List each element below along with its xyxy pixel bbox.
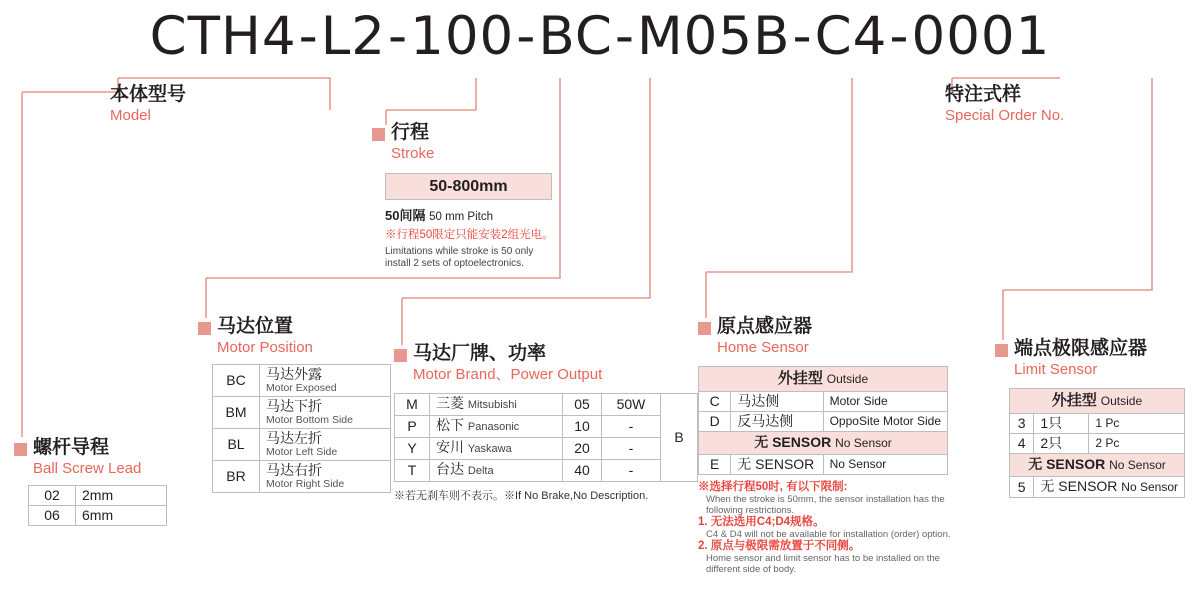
brand-name-3 bbox=[430, 460, 563, 482]
group-home-sensor bbox=[698, 316, 968, 575]
motor-position-table bbox=[212, 364, 391, 493]
home-sensor-table bbox=[698, 366, 948, 475]
limit-sensor-nosensor-code: 5 bbox=[1010, 477, 1034, 498]
home-sensor-note-0-red: ※选择行程50时, 有以下限制: bbox=[698, 481, 848, 493]
power-code-1: 10 bbox=[563, 416, 602, 438]
motor-position-label-3-cn: 马达右折 bbox=[266, 462, 322, 478]
motor-position-code-1: BM bbox=[213, 397, 260, 429]
code-part-motor-position: BC bbox=[538, 6, 613, 67]
stroke-range-value: 50-800mm bbox=[386, 174, 552, 200]
brand-code-3: T bbox=[395, 460, 430, 482]
group-limit-sensor-en: Limit Sensor bbox=[1014, 361, 1098, 378]
brand-name-3-en: Delta bbox=[467, 465, 494, 477]
brand-code-2: Y bbox=[395, 438, 430, 460]
table-row bbox=[213, 429, 391, 461]
home-sensor-nosensor-bar-en: No Sensor bbox=[835, 436, 892, 450]
home-sensor-note-1-red: 1. 无法选用C4;D4规格。 bbox=[698, 516, 825, 528]
motor-brand-note: ※若无刹车则不表示。※If No Brake,No Description. bbox=[394, 490, 649, 502]
home-sensor-cn-0: 马达侧 bbox=[731, 392, 823, 412]
home-sensor-note-2-red: 2. 原点与极限需放置于不同侧。 bbox=[698, 540, 861, 552]
home-sensor-note-0-gray: When the stroke is 50mm, the sensor installation has the following restrictions. bbox=[706, 494, 945, 516]
home-sensor-cn-1: 反马达侧 bbox=[731, 412, 823, 432]
brand-name-0-cn: 三菱 bbox=[436, 395, 464, 411]
home-sensor-nosensor-cn: 无 SENSOR bbox=[731, 455, 823, 475]
code-dash-4: - bbox=[614, 6, 635, 67]
home-sensor-header bbox=[699, 367, 948, 392]
motor-position-label-0-cn: 马达外露 bbox=[266, 366, 322, 382]
group-ball-screw-lead bbox=[14, 437, 167, 526]
motor-position-label-3 bbox=[260, 461, 391, 493]
power-code-2: 20 bbox=[563, 438, 602, 460]
code-part-stroke: 100 bbox=[410, 6, 515, 67]
limit-sensor-header bbox=[1010, 389, 1185, 414]
group-home-sensor-cn: 原点感应器 bbox=[717, 316, 813, 337]
bullet-square-icon bbox=[394, 349, 407, 362]
code-dash-5: - bbox=[792, 6, 813, 67]
brand-name-3-cn: 台达 bbox=[436, 461, 464, 477]
code-dash-3: - bbox=[516, 6, 537, 67]
power-value-2: - bbox=[602, 438, 661, 460]
motor-position-code-3: BR bbox=[213, 461, 260, 493]
stroke-pitch-en: 50 mm Pitch bbox=[429, 211, 494, 223]
group-limit-sensor-cn: 端点极限感应器 bbox=[1014, 338, 1148, 359]
home-sensor-en-0: Motor Side bbox=[823, 392, 947, 412]
table-row bbox=[1010, 454, 1185, 477]
group-home-sensor-title bbox=[698, 316, 968, 357]
home-sensor-nosensor-code: E bbox=[699, 455, 731, 475]
brand-name-1-cn: 松下 bbox=[436, 417, 464, 433]
table-row bbox=[1010, 414, 1185, 434]
motor-position-label-3-en: Motor Right Side bbox=[266, 478, 345, 490]
limit-sensor-cn-1: 2只 bbox=[1034, 434, 1089, 454]
code-part-motor-brand: M05B bbox=[636, 6, 791, 67]
table-row bbox=[395, 438, 698, 460]
group-motor-brand-en: Motor Brand、Power Output bbox=[413, 366, 603, 383]
table-row bbox=[395, 460, 698, 482]
group-lead-cn: 螺杆导程 bbox=[33, 437, 110, 458]
motor-position-label-1 bbox=[260, 397, 391, 429]
power-value-1: - bbox=[602, 416, 661, 438]
motor-position-code-0: BC bbox=[213, 365, 260, 397]
home-sensor-nosensor-en: No Sensor bbox=[823, 455, 947, 475]
motor-position-label-2-cn: 马达左折 bbox=[266, 430, 322, 446]
table-row bbox=[395, 416, 698, 438]
bullet-square-icon bbox=[372, 128, 385, 141]
code-dash-2: - bbox=[387, 6, 409, 67]
lead-value-1: 6mm bbox=[76, 506, 167, 526]
power-code-0: 05 bbox=[563, 394, 602, 416]
code-dash-1: - bbox=[298, 6, 319, 67]
group-stroke-en: Stroke bbox=[391, 145, 435, 162]
limit-sensor-nosensor-bar-en: No Sensor bbox=[1109, 458, 1166, 472]
group-limit-sensor bbox=[995, 338, 1185, 498]
home-sensor-nosensor-bar-cn: 无 SENSOR bbox=[754, 434, 832, 450]
motor-position-label-2 bbox=[260, 429, 391, 461]
brand-name-2 bbox=[430, 438, 563, 460]
group-special-order-en: Special Order No. bbox=[945, 107, 1065, 124]
power-code-3: 40 bbox=[563, 460, 602, 482]
table-row bbox=[29, 486, 167, 506]
stroke-note-en: Limitations while stroke is 50 only install 2 sets of optoelectronics. bbox=[385, 246, 534, 269]
bullet-square-icon bbox=[995, 344, 1008, 357]
brand-name-2-cn: 安川 bbox=[436, 439, 464, 455]
table-row bbox=[699, 392, 948, 412]
motor-position-label-2-en: Motor Left Side bbox=[266, 446, 338, 458]
stroke-pitch-cn: 50间隔 bbox=[385, 208, 426, 223]
group-motor-position-cn: 马达位置 bbox=[217, 316, 294, 337]
table-row bbox=[1010, 477, 1185, 498]
brand-name-0-en: Mitsubishi bbox=[467, 399, 517, 411]
group-motor-brand bbox=[394, 343, 698, 503]
group-stroke bbox=[372, 122, 555, 269]
group-model-en: Model bbox=[110, 107, 151, 124]
home-sensor-code-1: D bbox=[699, 412, 731, 432]
bullet-square-icon bbox=[198, 322, 211, 335]
home-sensor-header-en: Outside bbox=[826, 372, 869, 386]
group-lead-title bbox=[14, 437, 167, 478]
group-special-order bbox=[945, 84, 1064, 125]
stroke-range-table bbox=[385, 173, 552, 200]
brand-code-1: P bbox=[395, 416, 430, 438]
group-model-title bbox=[110, 84, 186, 125]
motor-position-label-1-cn: 马达下折 bbox=[266, 398, 322, 414]
code-part-home-sensor: C4 bbox=[814, 6, 888, 67]
brand-name-2-en: Yaskawa bbox=[467, 443, 512, 455]
code-part-model: CTH4 bbox=[149, 6, 297, 67]
stroke-note-cn: ※行程50限定只能安装2组光电。 bbox=[385, 229, 554, 241]
group-stroke-title bbox=[372, 122, 555, 163]
limit-sensor-nosensor-bar-cn: 无 SENSOR bbox=[1028, 456, 1106, 472]
group-motor-brand-title bbox=[394, 343, 698, 384]
group-motor-brand-cn: 马达厂牌、功率 bbox=[413, 343, 547, 364]
bullet-square-icon bbox=[698, 322, 711, 335]
limit-sensor-nosensor-bar bbox=[1010, 454, 1185, 477]
table-row bbox=[699, 432, 948, 455]
motor-brand-table bbox=[394, 393, 698, 482]
brand-name-1-en: Panasonic bbox=[467, 421, 520, 433]
model-code bbox=[0, 6, 1200, 67]
motor-position-label-0 bbox=[260, 365, 391, 397]
limit-sensor-table bbox=[1009, 388, 1185, 498]
group-stroke-cn: 行程 bbox=[391, 122, 430, 143]
code-part-special: 0001 bbox=[911, 6, 1051, 67]
brake-code: B bbox=[661, 394, 698, 482]
group-model-cn: 本体型号 bbox=[110, 84, 187, 105]
limit-sensor-code-0: 3 bbox=[1010, 414, 1034, 434]
lead-code-0: 02 bbox=[29, 486, 76, 506]
limit-sensor-header-en: Outside bbox=[1100, 394, 1143, 408]
home-sensor-note-2-gray: Home sensor and limit sensor has to be installed on the different side of body. bbox=[706, 553, 940, 575]
power-value-0: 50W bbox=[602, 394, 661, 416]
motor-position-label-1-en: Motor Bottom Side bbox=[266, 414, 353, 426]
table-row bbox=[386, 174, 552, 200]
brand-code-0: M bbox=[395, 394, 430, 416]
lead-value-0: 2mm bbox=[76, 486, 167, 506]
table-row bbox=[213, 365, 391, 397]
limit-sensor-nosensor-label bbox=[1034, 477, 1185, 498]
table-row bbox=[699, 412, 948, 432]
table-row bbox=[1010, 389, 1185, 414]
group-model bbox=[110, 84, 186, 125]
home-sensor-en-1: OppoSite Motor Side bbox=[823, 412, 947, 432]
power-value-3: - bbox=[602, 460, 661, 482]
group-limit-sensor-title bbox=[995, 338, 1185, 379]
limit-sensor-code-1: 4 bbox=[1010, 434, 1034, 454]
limit-sensor-nosensor-cn: 无 SENSOR bbox=[1040, 478, 1118, 494]
group-special-order-cn: 特注式样 bbox=[945, 84, 1022, 105]
limit-sensor-cn-0: 1只 bbox=[1034, 414, 1089, 434]
lead-code-1: 06 bbox=[29, 506, 76, 526]
group-special-order-title bbox=[945, 84, 1064, 125]
home-sensor-note-1-gray: C4 & D4 will not be available for installation (order) option. bbox=[706, 529, 951, 540]
brand-name-1 bbox=[430, 416, 563, 438]
group-motor-position-title bbox=[198, 316, 391, 357]
table-row bbox=[699, 367, 948, 392]
motor-position-code-2: BL bbox=[213, 429, 260, 461]
group-motor-position bbox=[198, 316, 391, 493]
home-sensor-nosensor-bar bbox=[699, 432, 948, 455]
table-row bbox=[699, 455, 948, 475]
table-row bbox=[213, 461, 391, 493]
limit-sensor-en-0: 1 Pc bbox=[1089, 414, 1185, 434]
group-motor-position-en: Motor Position bbox=[217, 339, 313, 356]
home-sensor-code-0: C bbox=[699, 392, 731, 412]
limit-sensor-header-cn: 外挂型 bbox=[1051, 392, 1097, 409]
bullet-square-icon bbox=[14, 443, 27, 456]
limit-sensor-nosensor-en: No Sensor bbox=[1121, 480, 1178, 494]
home-sensor-header-cn: 外挂型 bbox=[777, 370, 823, 387]
brand-name-0 bbox=[430, 394, 563, 416]
table-row bbox=[1010, 434, 1185, 454]
limit-sensor-en-1: 2 Pc bbox=[1089, 434, 1185, 454]
table-row bbox=[213, 397, 391, 429]
group-home-sensor-en: Home Sensor bbox=[717, 339, 809, 356]
code-part-lead: L2 bbox=[320, 6, 386, 67]
table-row bbox=[395, 394, 698, 416]
group-lead-en: Ball Screw Lead bbox=[33, 460, 142, 477]
stroke-pitch bbox=[385, 205, 555, 224]
lead-table bbox=[28, 485, 167, 526]
motor-position-label-0-en: Motor Exposed bbox=[266, 382, 337, 394]
code-dash-6: - bbox=[889, 6, 910, 67]
table-row bbox=[29, 506, 167, 526]
